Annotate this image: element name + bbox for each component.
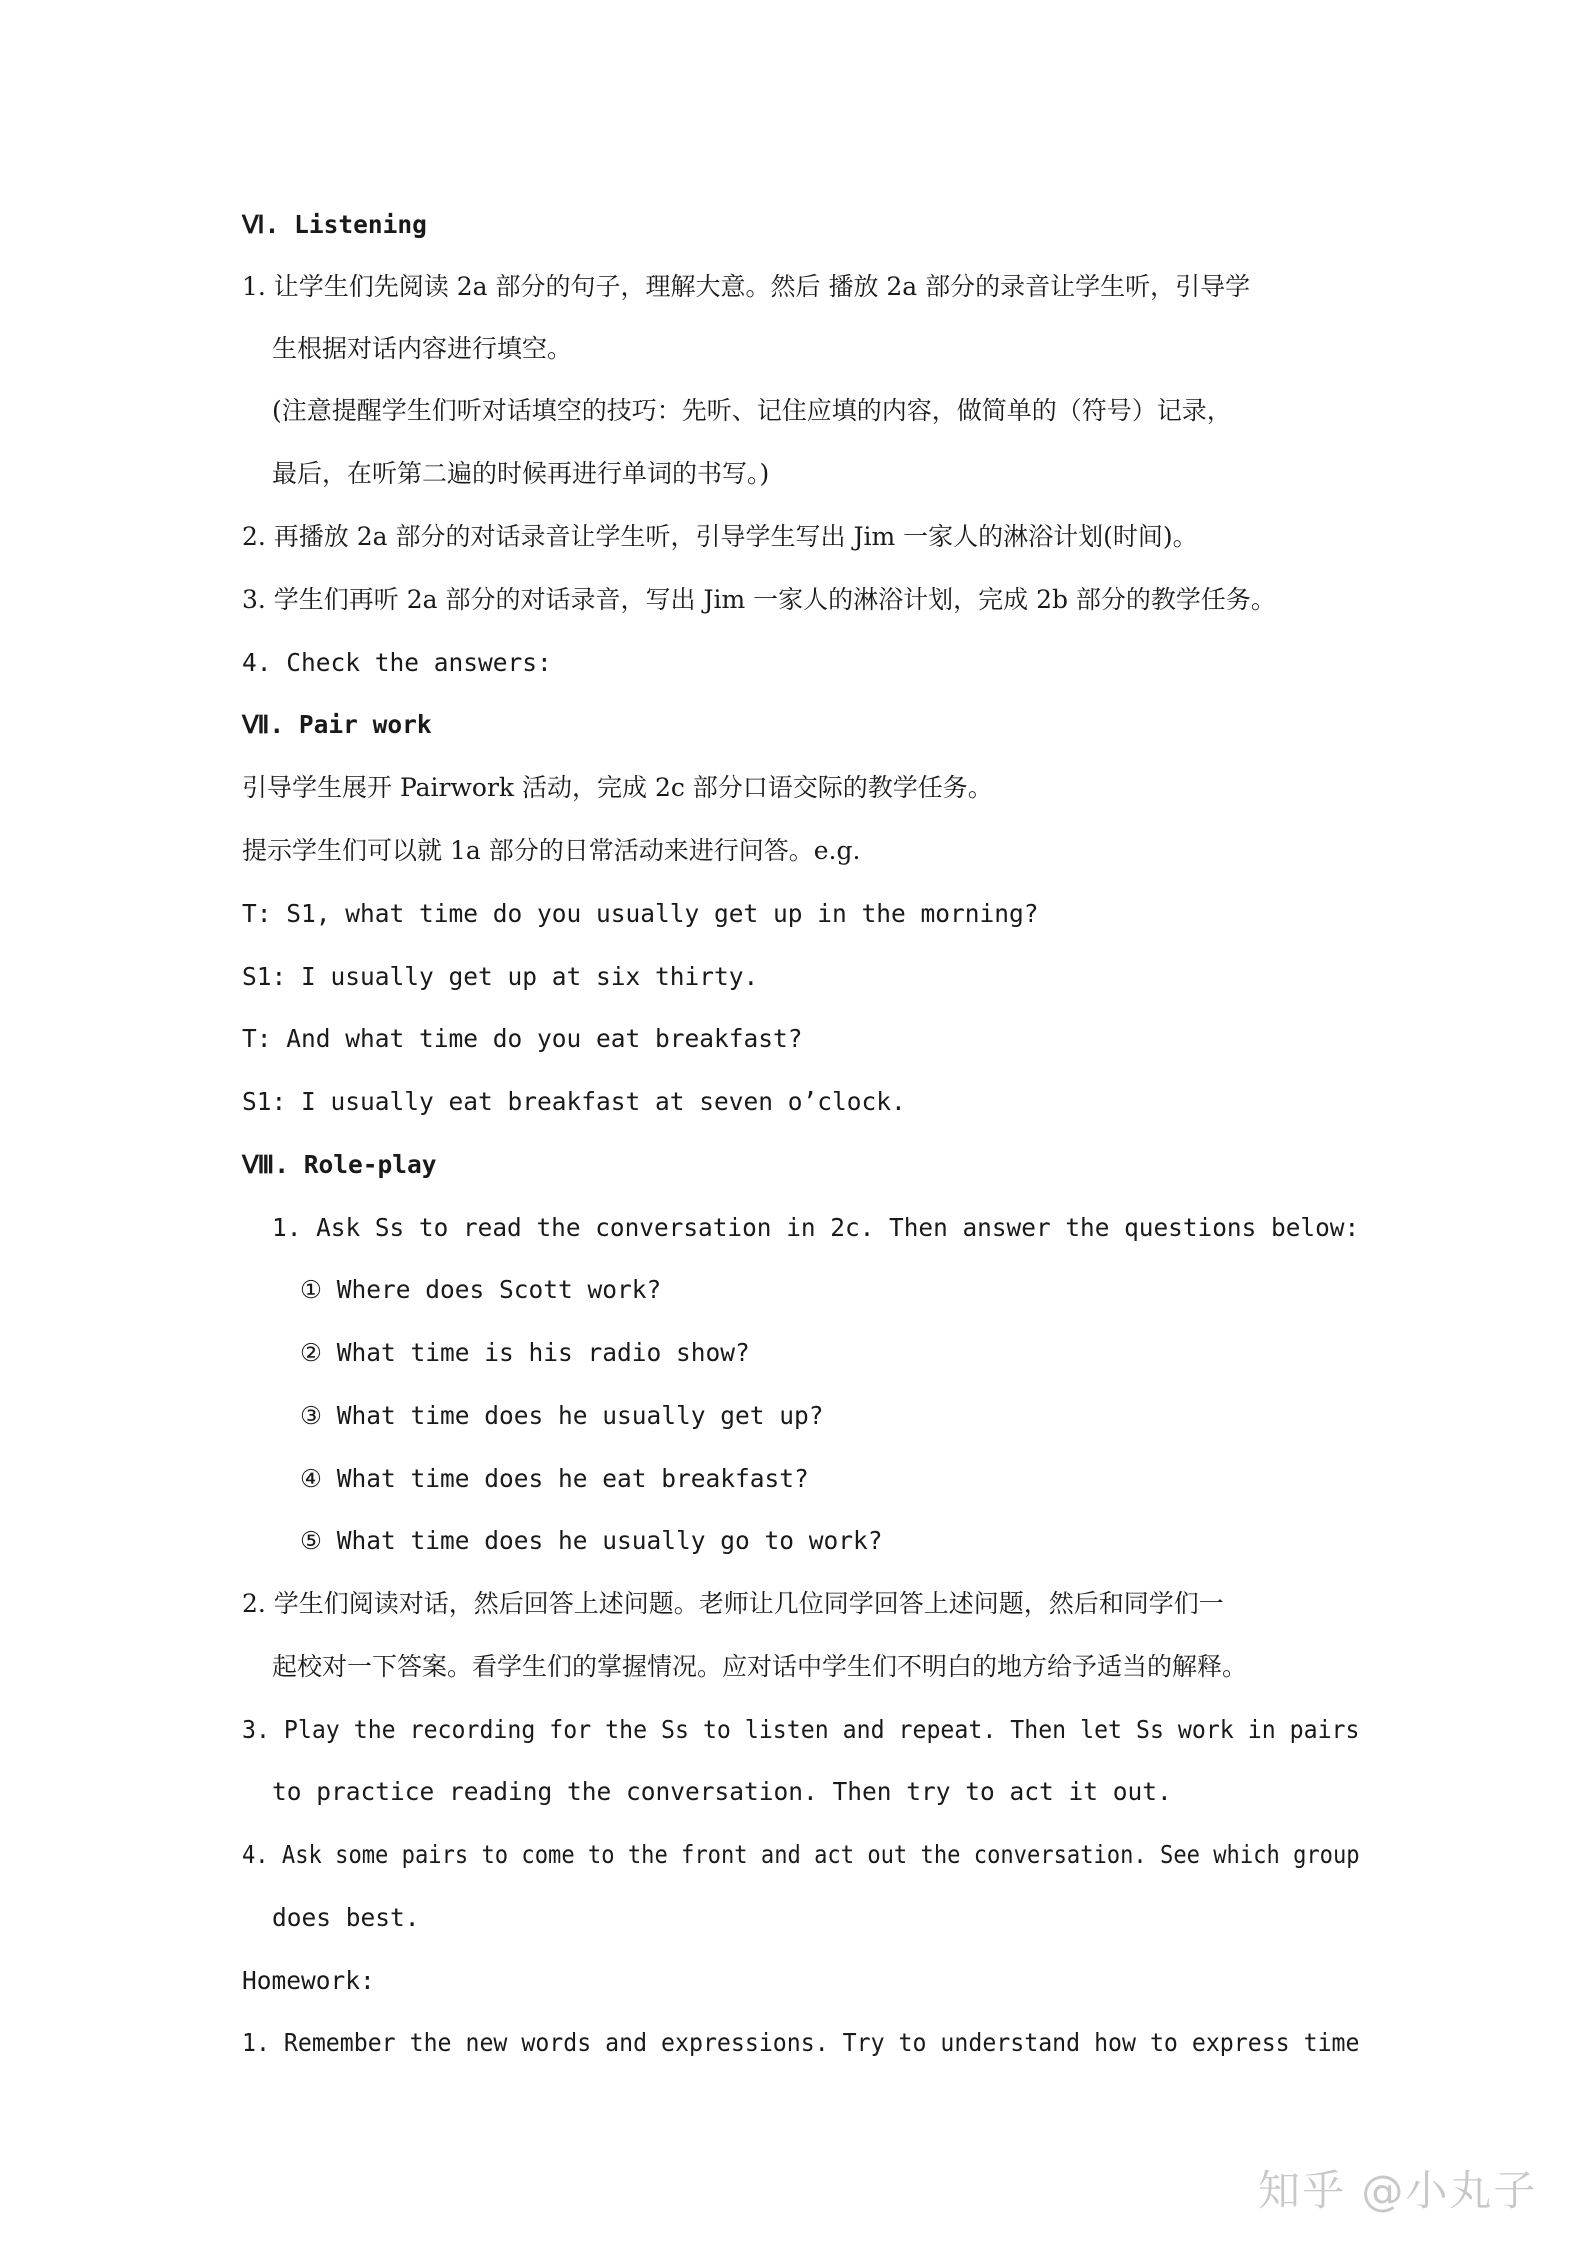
question-2: ② What time is his radio show? (300, 1338, 750, 1367)
role-play-step-1: 1. Ask Ss to read the conversation in 2c. Then answer the questions below: (272, 1213, 1360, 1242)
question-5: ⑤ What time does he usually go to work? (300, 1526, 883, 1555)
role-play-step-2-line-1: 2. 学生们阅读对话，然后回答上述问题。老师让几位同学回答上述问题，然后和同学们一 (242, 1589, 1224, 1618)
dialog-line-1: T: S1, what time do you usually get up in the morning? (242, 899, 1039, 928)
section-heading-pair-work: Ⅶ. Pair work (242, 710, 432, 739)
dialog-line-3: T: And what time do you eat breakfast? (242, 1024, 803, 1053)
pair-work-instruction-1: 引导学生展开 Pairwork 活动，完成 2c 部分口语交际的教学任务。 (242, 773, 993, 802)
role-play-step-4-line-2: does best. (272, 1903, 420, 1932)
role-play-step-2-line-2: 起校对一下答案。看学生们的掌握情况。应对话中学生们不明白的地方给予适当的解释。 (272, 1652, 1248, 1681)
role-play-step-4-line-1: 4. Ask some pairs to come to the front and act out the conversation. See which group (242, 1840, 1360, 1869)
listening-step-4: 4. Check the answers: (242, 648, 552, 677)
dialog-line-2: S1: I usually get up at six thirty. (242, 962, 759, 991)
listening-step-3: 3. 学生们再听 2a 部分的对话录音，写出 Jim 一家人的淋浴计划，完成 2b 部分的教学任务。 (242, 585, 1276, 614)
listening-note-line-2: 最后，在听第二遍的时候再进行单词的书写。) (272, 459, 770, 488)
listening-step-2: 2. 再播放 2a 部分的对话录音让学生听，引导学生写出 Jim 一家人的淋浴计划(时间)。 (242, 522, 1198, 551)
section-heading-role-play: Ⅷ. Role-play (242, 1150, 437, 1179)
homework-heading: Homework: (242, 1966, 375, 1995)
dialog-line-4: S1: I usually eat breakfast at seven o’clock. (242, 1087, 906, 1116)
homework-item-1: 1. Remember the new words and expressions. Try to understand how to express time (242, 2028, 1360, 2057)
question-3: ③ What time does he usually get up? (300, 1401, 824, 1430)
role-play-step-3-line-1: 3. Play the recording for the Ss to listen and repeat. Then let Ss work in pairs (242, 1715, 1360, 1744)
listening-step-1-line-1: 1. 让学生们先阅读 2a 部分的句子，理解大意。然后 播放 2a 部分的录音让学生听，引导学 (242, 272, 1251, 301)
listening-note-line-1: (注意提醒学生们听对话填空的技巧：先听、记住应填的内容，做简单的（符号）记录， (272, 396, 1232, 425)
question-4: ④ What time does he eat breakfast? (300, 1464, 809, 1493)
listening-step-1-line-2: 生根据对话内容进行填空。 (272, 334, 573, 363)
section-heading-listening: Ⅵ. Listening (242, 210, 427, 239)
zhihu-watermark: 知乎 @小丸子 (1258, 2166, 1538, 2215)
role-play-step-3-line-2: to practice reading the conversation. Then try to act it out. (272, 1777, 1172, 1806)
pair-work-instruction-2: 提示学生们可以就 1a 部分的日常活动来进行问答。e.g. (242, 836, 861, 865)
question-1: ① Where does Scott work? (300, 1275, 662, 1304)
